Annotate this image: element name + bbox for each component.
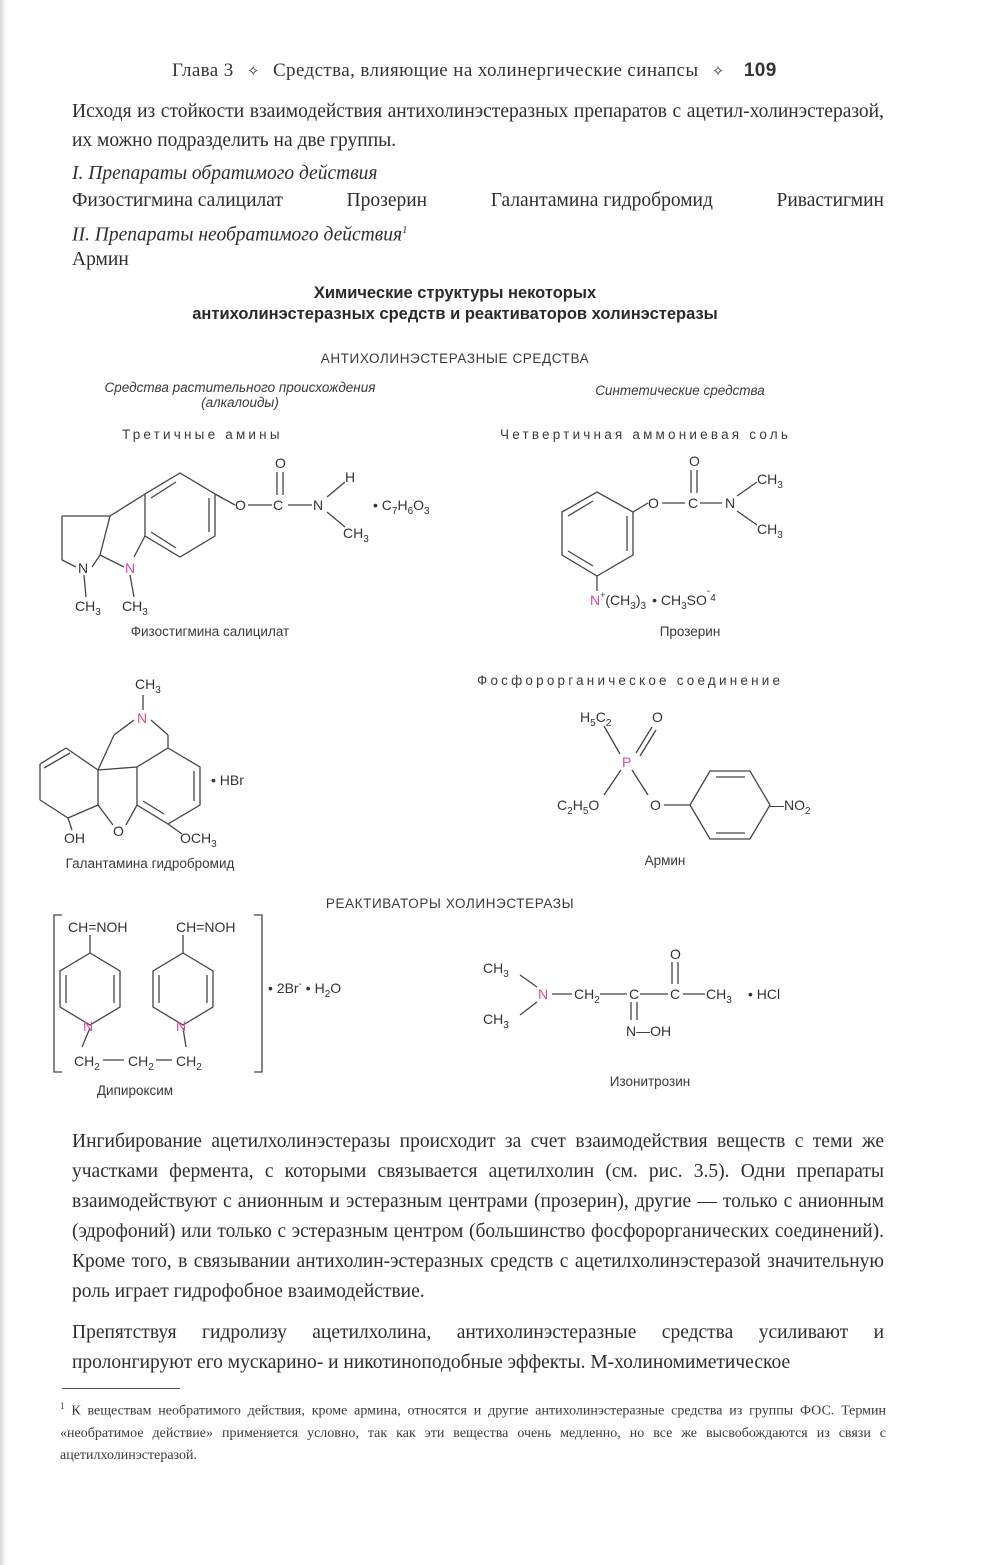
organophosphate-label: Фосфорорганическое соединение <box>477 673 784 688</box>
atom-label: $OCH_3$ <box>180 830 217 850</box>
atom-label: O <box>650 797 661 813</box>
atom-label: $CH_3$ <box>757 521 783 541</box>
oxime-label: CH=NOH <box>176 919 236 935</box>
atom-label: N <box>137 710 148 726</box>
drug-item: Физостигмина салицилат <box>72 190 283 211</box>
paragraph: Ингибирование ацетилхолинэстеразы происходит за счет взаимодействия веществ с теми же участками фермента, с которыми связывается ацетилхолин (см. рис. 3.5). Одни препараты взаимодействуют с анионным и эстеразным центрами (прозерин), другие — только с анионным (эдрофоний) или только с эстеразным центром (большинство фосфорорганических соединений). Кроме того, в связывании антихолин-эстеразных средств с ацетилхолинэстеразой значительную роль играет гидрофобное взаимодействие. <box>72 1131 884 1302</box>
drug-item: Армин <box>72 249 129 270</box>
caption-isonitrosin: Изонитрозин <box>609 1074 691 1089</box>
quaternary-salt-label: Четвертичная аммониевая соль <box>500 427 792 442</box>
atom-label: N <box>78 560 89 576</box>
intro-paragraph: Исходя из стойкости взаимодействия антихолинэстеразных препаратов с ацетил-холинэстеразой, их можно подразделить на две группы. <box>72 101 884 151</box>
dipiroxim-structure <box>54 915 341 1073</box>
atom-label: O <box>648 495 659 511</box>
tertiary-amines-label: Третичные амины <box>122 427 283 442</box>
atom-label: P <box>622 754 632 770</box>
atom-label: C <box>670 986 681 1002</box>
atom-label: N <box>83 1018 94 1034</box>
caption-dipiroxim: Дипироксим <box>96 1083 174 1098</box>
diamond-icon: ✧ <box>711 64 725 80</box>
chapter-label: Глава 3 <box>172 60 234 81</box>
atom-label: $CH_3$ <box>135 676 161 696</box>
atom-label: $H_5C_2$ <box>580 709 612 729</box>
oxime-label: CH=NOH <box>68 919 128 935</box>
atom-label: N <box>125 560 136 576</box>
atom-label: O <box>689 453 700 469</box>
caption-galantamine: Галантамина гидробромид <box>65 856 235 871</box>
atom-label: $CH_3$ <box>483 1011 509 1031</box>
figure-title-line1: Химические структуры некоторых <box>313 284 597 302</box>
footnote: $^1$ К веществам необратимого действия, кроме армина, относятся и другие антихолинэстеразные средства из группы ФОС. Термин «необратимое действие» применяется условно, так как эти вещества очень медленно, но все же высвобождаются из связи с ацетилхолинэстеразой. <box>60 1401 887 1463</box>
section-anticholinesterase: АНТИХОЛИНЭСТЕРАЗНЫЕ СРЕДСТВА <box>320 351 590 366</box>
plant-origin-label: Средства растительного происхождения (алкалоиды) <box>104 380 376 410</box>
page-number: 109 <box>743 60 777 81</box>
drug-item: Прозерин <box>346 190 428 211</box>
armin-structure <box>557 709 811 839</box>
atom-label: N—OH <box>626 1023 672 1039</box>
physostigmine-structure <box>62 455 430 618</box>
atom-label: H <box>345 469 356 485</box>
atom-label: N <box>538 986 549 1002</box>
atom-label: $CH_3$ <box>483 960 509 980</box>
atom-label: C <box>688 495 699 511</box>
diamond-icon: ✧ <box>246 64 260 80</box>
atom-label: O <box>652 709 663 725</box>
paragraph: Препятствуя гидролизу ацетилхолина, антихолинэстеразные средства усиливают и пролонгируют его мускарино- и никотиноподобные эффекты. М-холиномиметическое <box>72 1322 884 1373</box>
figure-title-line2: антихолинэстеразных средств и реактиваторов холинэстеразы <box>192 305 718 323</box>
salicylate-label: • $C_7H_6O_3$ <box>373 497 430 517</box>
atom-label: N <box>176 1018 187 1034</box>
atom-label: $C_2H_5O$ <box>557 797 600 817</box>
drug-item: Галантамина гидробромид <box>490 190 713 211</box>
atom-label: $CH_3$ <box>343 525 369 545</box>
atom-label: $—NO_2$ <box>770 797 811 817</box>
atom-label: OH <box>64 830 85 846</box>
atom-label: N <box>725 495 736 511</box>
atom-label: O <box>275 455 286 471</box>
footnote-rule <box>62 1388 180 1389</box>
isonitrosin-structure <box>483 946 780 1039</box>
caption-proserin: Прозерин <box>659 624 721 639</box>
atom-label: $CH_3$ <box>122 598 148 618</box>
atom-label: O <box>235 497 246 513</box>
atom-label: $CH_2$ <box>574 986 600 1006</box>
atom-label: $CH_3$ <box>75 598 101 618</box>
atom-label: $CH_2$ <box>74 1053 100 1073</box>
atom-label: $CH_3$ <box>757 471 783 491</box>
salt-label: • 2Br- • $H_2O$ <box>268 979 342 1000</box>
atom-label: O <box>670 946 681 962</box>
atom-label: N <box>313 497 324 513</box>
galantamine-structure <box>40 676 244 850</box>
atom-label: $CH_3$ <box>706 986 732 1006</box>
atom-label: $CH_2$ <box>128 1053 154 1073</box>
chapter-title: Средства, влияющие на холинергические синапсы <box>272 60 699 81</box>
group2-title: II. Препараты необратимого действия$^1$ <box>72 224 408 246</box>
caption-armin: Армин <box>644 853 686 868</box>
salt-label: • HBr <box>211 772 244 788</box>
proserin-structure <box>562 453 783 612</box>
footnote-ref: 1 <box>402 224 408 236</box>
synthetic-label: Синтетические средства <box>595 383 765 398</box>
group1-title: I. Препараты обратимого действия <box>72 163 378 184</box>
atom-label: C <box>273 497 284 513</box>
salt-label: • HCl <box>748 986 781 1002</box>
atom-label: C <box>629 986 640 1002</box>
drug-item: Ривастигмин <box>776 190 884 211</box>
trimethylammonium-label: $N^+(CH_3)_3$ • $CH_3SO^-_4$ <box>590 586 716 612</box>
section-reactivators: РЕАКТИВАТОРЫ ХОЛИНЭСТЕРАЗЫ <box>325 896 575 911</box>
atom-label: $CH_2$ <box>176 1053 202 1073</box>
atom-label: O <box>113 823 124 839</box>
caption-physostigmine: Физостигмина салицилат <box>130 624 290 639</box>
